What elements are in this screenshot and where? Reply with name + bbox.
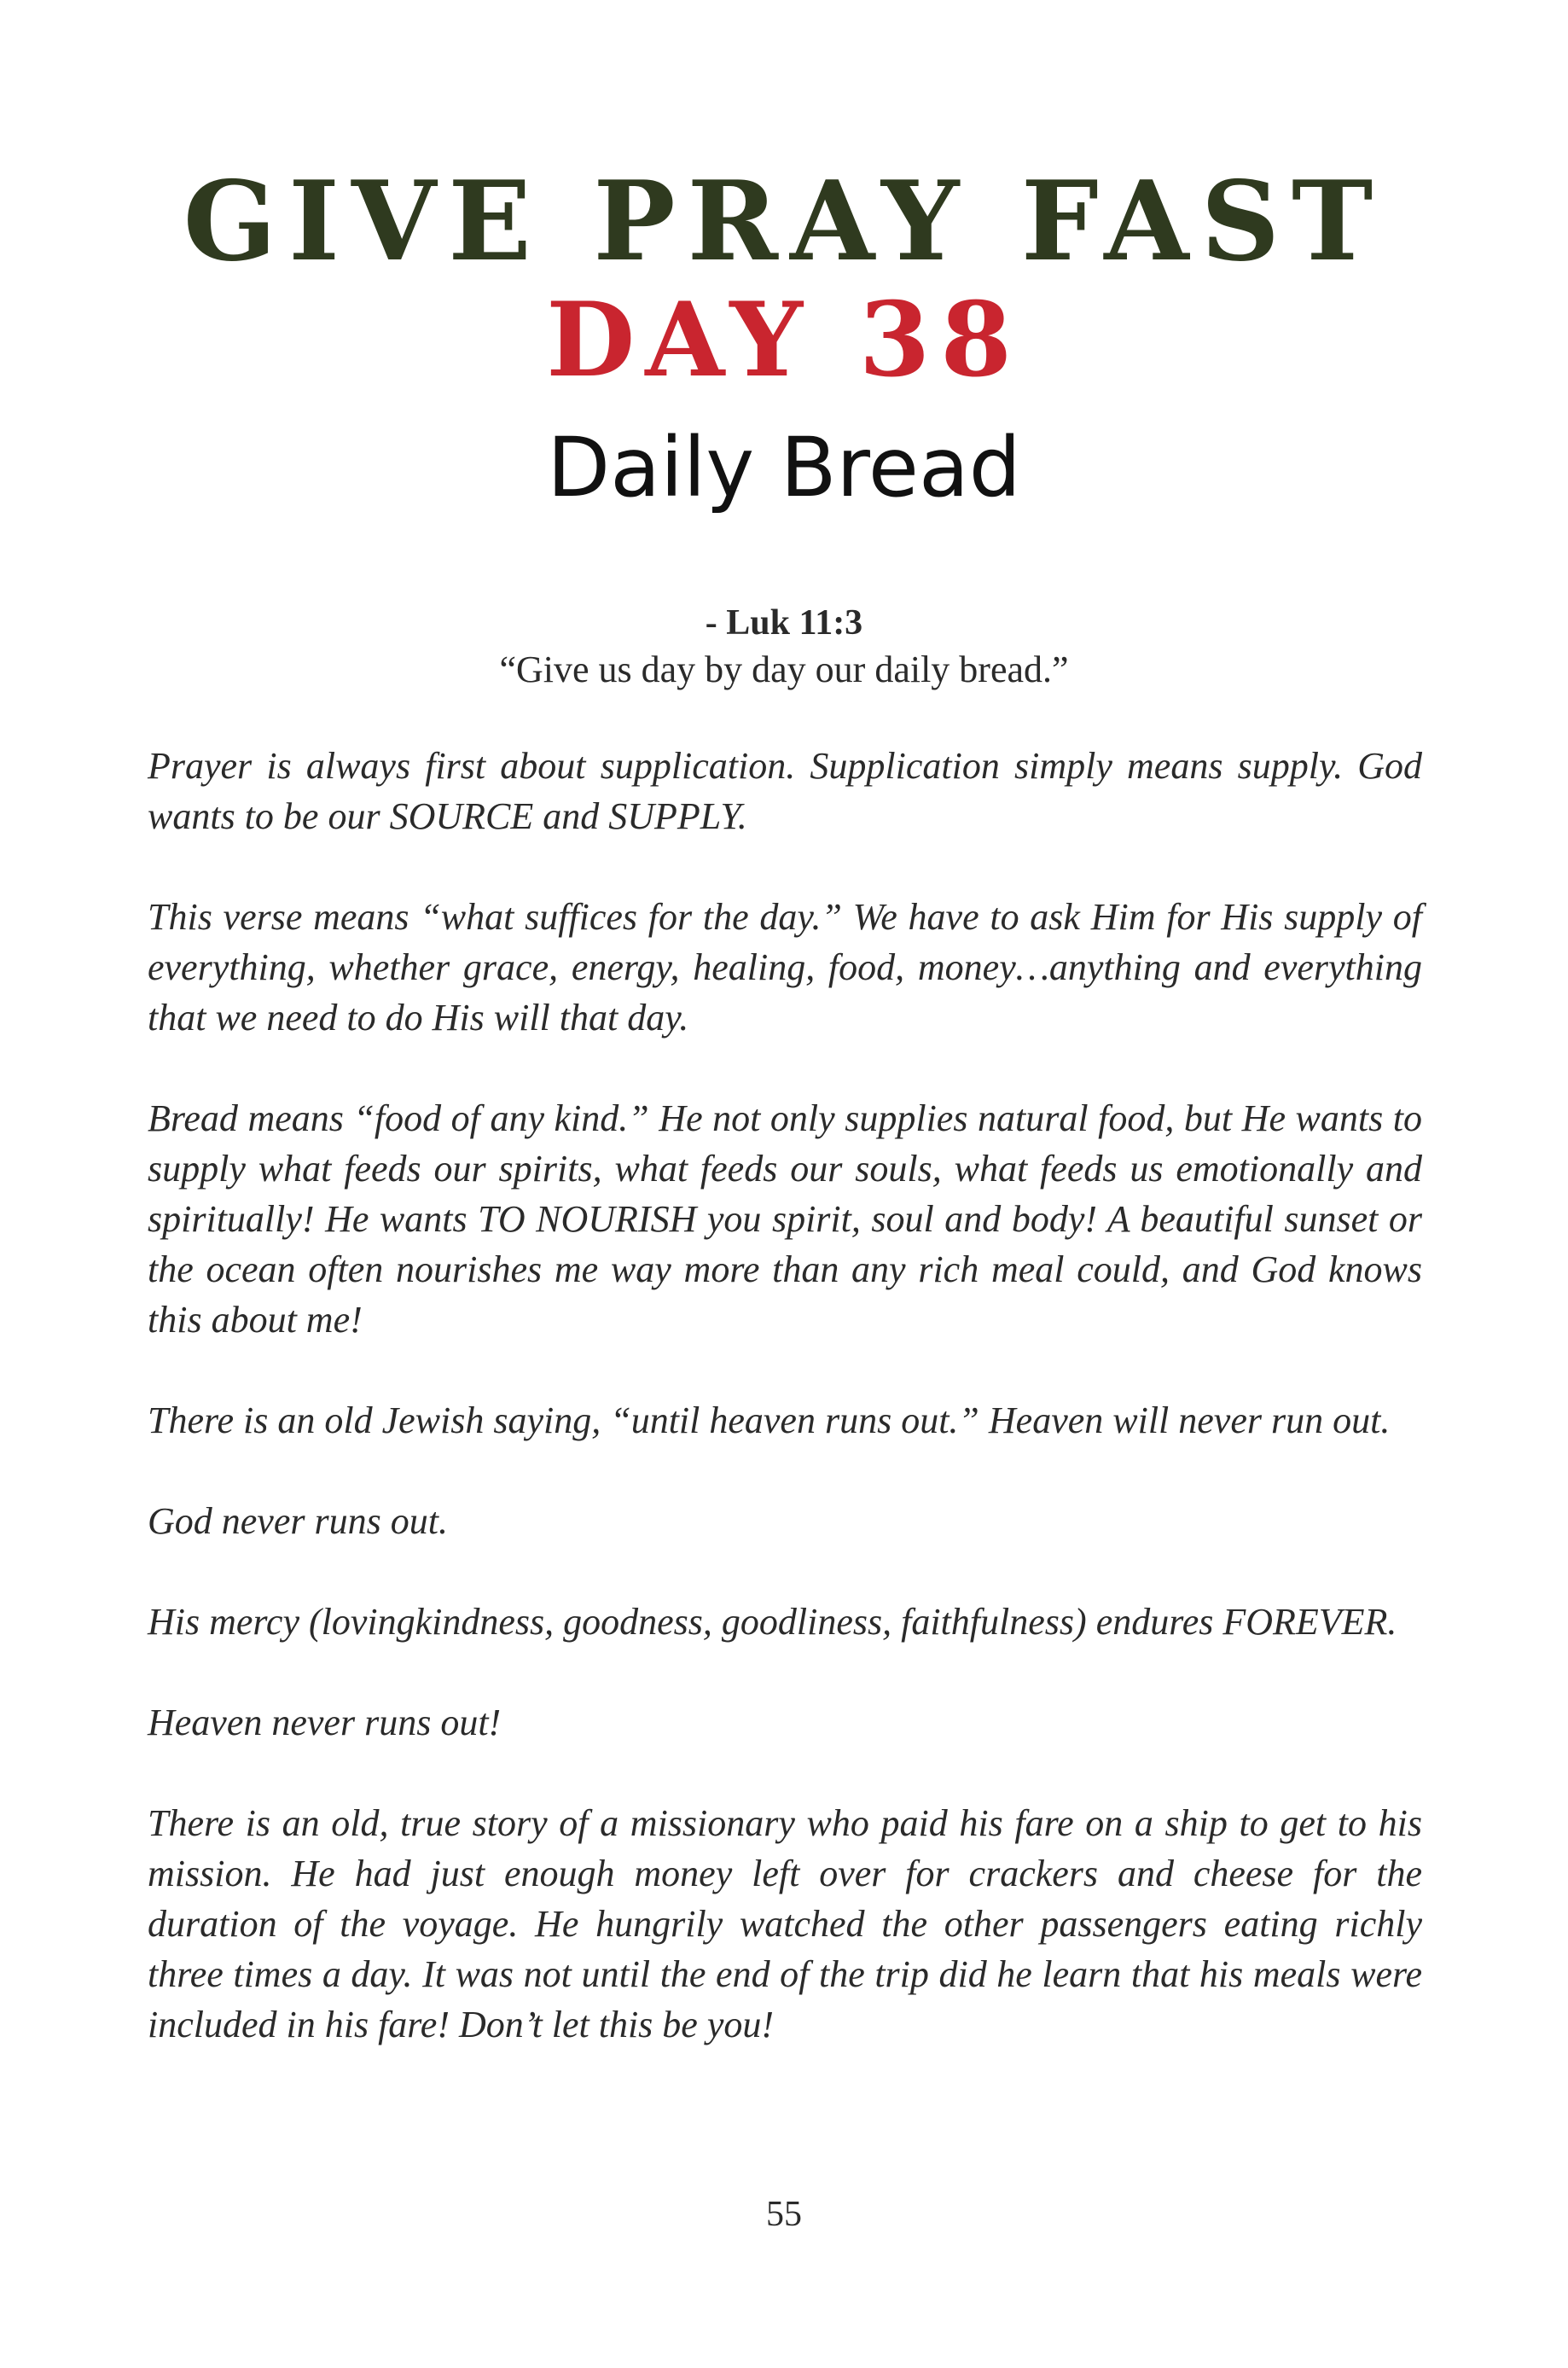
paragraph: Prayer is always first about supplication. Supplication simply means supply. God wants to be our SOURCE and SUPPLY. [148, 745, 1422, 837]
paragraph: There is an old Jewish saying, “until heaven runs out.” Heaven will never run out. [148, 1399, 1391, 1441]
paragraph: His mercy (lovingkindness, goodness, goodliness, faithfulness) endures FOREVER. [148, 1601, 1397, 1643]
day-heading: DAY 38 [546, 280, 1022, 400]
paragraph: There is an old, true story of a missionary who paid his fare on a ship to get to his mission. He had just enough money left over for crackers and cheese for the duration of the voyage. He hungrily watched the other passengers eating richly three times a day. It was not until the end of the trip did he learn that his meals were included in his fare! Don’t let this be you! [148, 1802, 1422, 2045]
scripture-reference: - Luk 11:3 [705, 603, 863, 643]
page-number: 55 [766, 2195, 802, 2234]
devotional-body [148, 741, 1422, 2100]
paragraph: God never runs out. [148, 1500, 448, 1542]
scripture-verse: “Give us day by day our daily bread.” [499, 649, 1069, 690]
devotional-subtitle: Daily Bread [547, 420, 1021, 515]
paragraph: Heaven never runs out! [148, 1702, 502, 1743]
paragraph: Bread means “food of any kind.” He not only supplies natural food, but He wants to supply what feeds our spirits, what feeds our souls, what feeds us emotionally and spiritually! He wants TO NOURISH you spirit, soul and body! A beautiful sunset or the ocean often nourishes me way more than any rich meal could, and God knows this about me! [148, 1097, 1422, 1341]
page-title: GIVE PRAY FAST [183, 158, 1385, 286]
paragraph: This verse means “what suffices for the day.” We have to ask Him for His supply of everything, whether grace, energy, healing, food, money…anything and everything that we need to do His will that day. [148, 896, 1422, 1039]
